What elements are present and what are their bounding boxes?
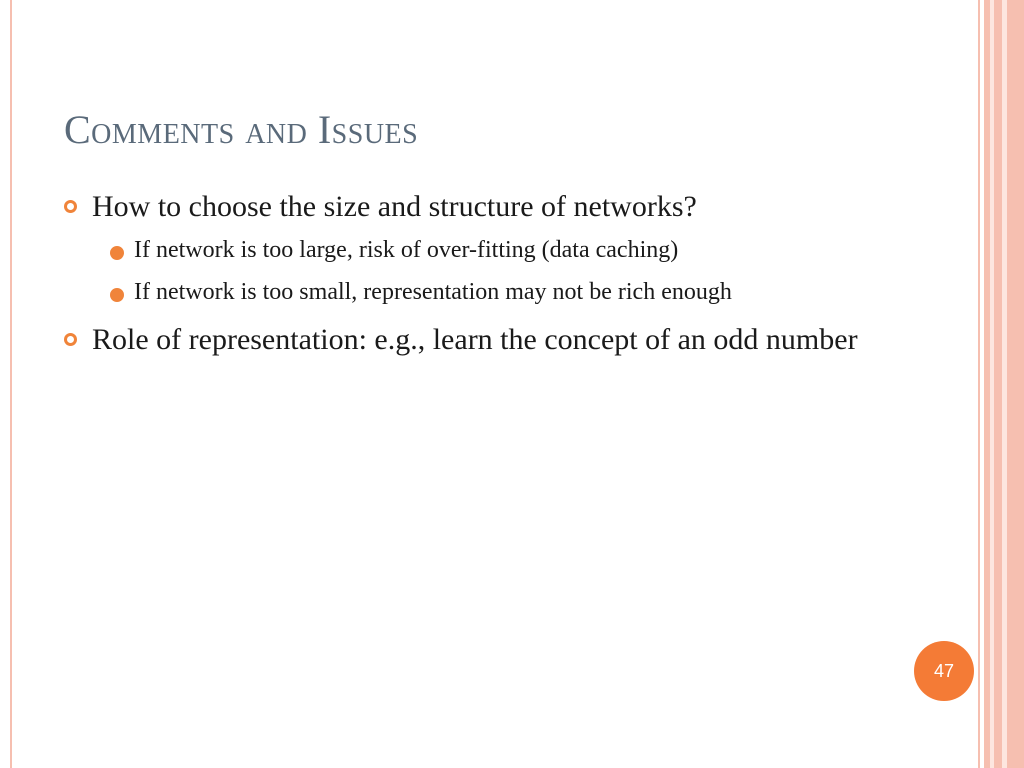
bullet-text: How to choose the size and structure of networks? bbox=[92, 190, 697, 223]
dot-bullet-icon bbox=[110, 288, 124, 302]
bullet-text: Role of representation: e.g., learn the concept of an odd number bbox=[92, 323, 858, 356]
decorative-stripe bbox=[978, 0, 980, 768]
slide-title: Comments and Issues bbox=[64, 107, 419, 152]
sub-bullet-text: If network is too small, representation may not be rich enough bbox=[134, 279, 732, 305]
bullet-item bbox=[60, 186, 860, 309]
page-number: 47 bbox=[933, 660, 955, 681]
sub-bullet-text: If network is too large, risk of over-fitting (data caching) bbox=[134, 237, 679, 263]
sub-bullet-item bbox=[92, 275, 860, 309]
frame-left-line bbox=[10, 0, 12, 768]
ring-bullet-icon bbox=[64, 333, 77, 346]
decorative-stripe bbox=[1007, 0, 1024, 768]
ring-bullet-icon bbox=[64, 200, 77, 213]
page-number-badge bbox=[914, 641, 974, 701]
sub-bullet-item bbox=[92, 233, 860, 267]
sub-bullet-list bbox=[92, 233, 860, 309]
bullet-item bbox=[60, 319, 860, 360]
decorative-stripe bbox=[994, 0, 1002, 768]
slide-content bbox=[60, 186, 860, 370]
dot-bullet-icon bbox=[110, 246, 124, 260]
